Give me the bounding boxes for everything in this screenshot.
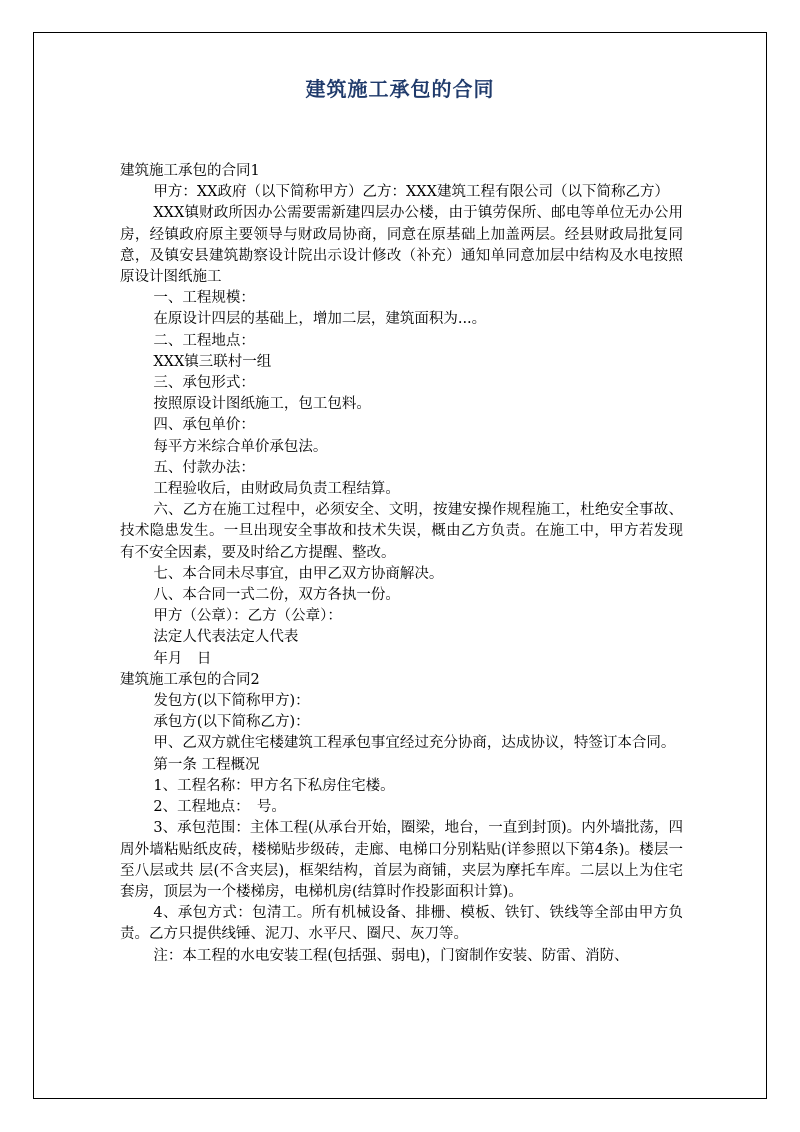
paragraph: 一、工程规模： xyxy=(153,290,255,307)
paragraph: 四、承包单价： xyxy=(153,417,255,434)
paragraph: 三、承包形式： xyxy=(153,375,255,392)
paragraph: 2、工程地点： 号。 xyxy=(153,799,286,816)
paragraph: 五、付款办法： xyxy=(153,459,255,476)
paragraph: 法定人代表法定人代表 xyxy=(153,629,299,646)
paragraph: 每平方米综合单价承包法。 xyxy=(153,438,328,455)
paragraph: 甲、乙双方就住宅楼建筑工程承包事宜经过充分协商，达成协议，特签订本合同。 xyxy=(153,735,676,752)
paragraph: 承包方(以下简称乙方)： xyxy=(153,714,310,731)
paragraph: 甲方（公章）：乙方（公章）： xyxy=(153,608,342,625)
paragraph: 六、乙方在施工过程中，必须安全、文明，按建安操作规程施工，杜绝安全事故、技术隐患发生。一旦出现安全事故和技术失误，概由乙方负责。在施工中，甲方若发现有不安全因素，要及时给乙方提醒、整改。 xyxy=(120,502,683,561)
section-heading: 建筑施工承包的合同2 xyxy=(120,671,260,688)
paragraph: 工程验收后，由财政局负责工程结算。 xyxy=(153,481,400,498)
paragraph: 年月 日 xyxy=(153,650,212,667)
paragraph: 3、承包范围：主体工程(从承台开始，圈梁，地台，一直到封顶)。内外墙批荡，四周外墙粘贴纸皮砖，楼梯贴步级砖，走廊、电梯口分别粘贴(详参照以下第4条)。楼层一至八层或共 层(不含夹层)，框架结构，首层为商铺，夹层为摩托车库。二层以上为住宅套房，顶层为一个楼梯房，电梯机房(结算时作投影面积计算)。 xyxy=(120,820,683,900)
paragraph: 发包方(以下简称甲方)： xyxy=(153,693,310,710)
document-title: 建筑施工承包的合同 xyxy=(305,77,495,101)
paragraph: 七、本合同未尽事宜，由甲乙双方协商解决。 xyxy=(153,565,444,582)
paragraph: 甲方：XX政府（以下简称甲方）乙方：XXX建筑工程有限公司（以下简称乙方） xyxy=(153,184,669,201)
paragraph: XXX镇三联村一组 xyxy=(153,353,272,370)
paragraph: 在原设计四层的基础上，增加二层，建筑面积为...。 xyxy=(153,311,487,328)
document-body xyxy=(120,161,683,967)
paragraph: 按照原设计图纸施工，包工包料。 xyxy=(153,396,371,413)
paragraph: 二、工程地点： xyxy=(153,332,255,349)
paragraph: 八、本合同一式二份，双方各执一份。 xyxy=(153,587,400,604)
paragraph: XXX镇财政所因办公需要需新建四层办公楼，由于镇劳保所、邮电等单位无办公用房，经镇政府原主要领导与财政局协商，同意在原基础上加盖两层。经县财政局批复同意，及镇安县建筑勘察设计院出示设计修改（补充）通知单同意加层中结构及水电按照原设计图纸施工 xyxy=(120,205,683,286)
paragraph: 1、工程名称：甲方名下私房住宅楼。 xyxy=(153,777,395,794)
paragraph: 4、承包方式：包清工。所有机械设备、排栅、模板、铁钉、铁线等全部由甲方负责。乙方只提供线锤、泥刀、水平尺、圈尺、灰刀等。 xyxy=(120,905,683,943)
paragraph: 第一条 工程概况 xyxy=(153,756,260,773)
paragraph: 注：本工程的水电安装工程(包括强、弱电)，门窗制作安装、防雷、消防、 xyxy=(153,947,629,964)
section-heading: 建筑施工承包的合同1 xyxy=(120,163,260,179)
